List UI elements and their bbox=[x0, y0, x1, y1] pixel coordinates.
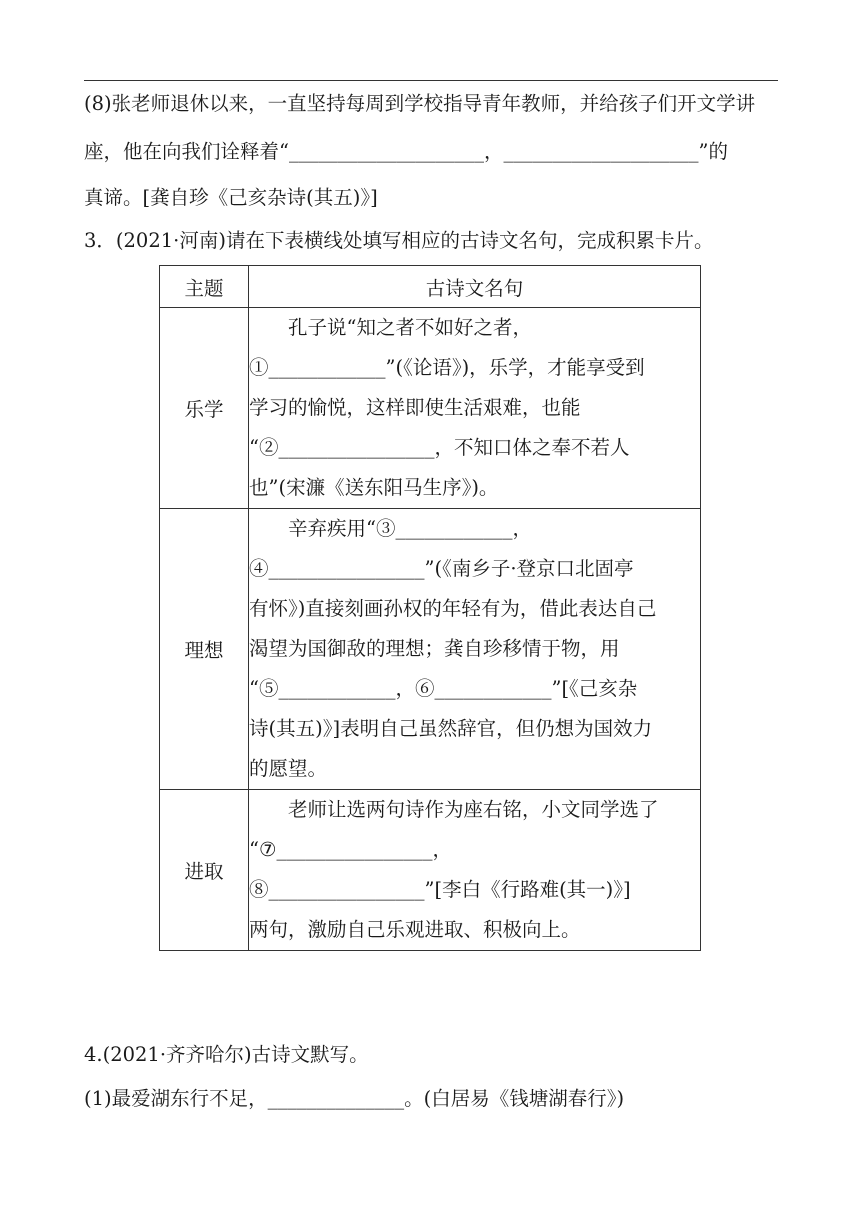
header-topic: 主题 bbox=[160, 266, 249, 308]
content-line: 孔子说“知之者不如好之者， bbox=[288, 316, 532, 339]
topic-cell: 进取 bbox=[160, 790, 249, 951]
content-line: “⑤____________，⑥____________”[《己亥杂 bbox=[249, 677, 638, 700]
content-cell bbox=[249, 509, 701, 790]
table-row bbox=[160, 308, 701, 509]
q4-prompt: 4.(2021·齐齐哈尔)古诗文默写。 bbox=[84, 1043, 369, 1066]
table-row bbox=[160, 509, 701, 790]
q4-item1: (1)最爱湖东行不足，______________。(白居易《钱塘湖春行》) bbox=[84, 1087, 625, 1110]
table-row bbox=[160, 790, 701, 951]
content-line: “⑦________________， bbox=[249, 838, 452, 861]
content-line: 老师让选两句诗作为座右铭，小文同学选了 bbox=[288, 798, 659, 821]
q3-prompt: 3．(2021·河南)请在下表横线处填写相应的古诗文名句，完成积累卡片。 bbox=[84, 229, 714, 252]
top-rule bbox=[84, 80, 778, 81]
topic-cell: 乐学 bbox=[160, 308, 249, 509]
content-line: 渴望为国御敌的理想；龚自珍移情于物，用 bbox=[249, 637, 620, 660]
content-cell bbox=[249, 308, 701, 509]
q2-item8-line3: 真谛。[龚自珍《己亥杂诗(其五)》] bbox=[84, 186, 378, 209]
header-quote: 古诗文名句 bbox=[249, 266, 701, 308]
content-line: “②________________，不知口体之奉不若人 bbox=[249, 436, 630, 459]
accumulation-card-table bbox=[159, 265, 701, 951]
content-line: ④________________”(《南乡子·登京口北固亭 bbox=[249, 557, 634, 580]
content-line: 辛弃疾用“③____________， bbox=[288, 517, 532, 540]
content-line: 诗(其五)》]表明自己虽然辞官，但仍想为国效力 bbox=[249, 717, 653, 740]
content-line: 也”(宋濂《送东阳马生序》)。 bbox=[249, 476, 499, 499]
content-line: ⑧________________”[李白《行路难(其一)》] bbox=[249, 878, 631, 901]
q2-item8-line1: (8)张老师退休以来，一直坚持每周到学校指导青年教师，并给孩子们开文学讲 bbox=[84, 92, 756, 115]
content-cell bbox=[249, 790, 701, 951]
q2-item8-line2: 座，他在向我们诠释着“____________________，____________________”的 bbox=[84, 140, 728, 163]
content-line: 的愿望。 bbox=[249, 757, 328, 780]
content-line: 学习的愉悦，这样即使生活艰难，也能 bbox=[249, 396, 581, 419]
content-line: 有怀》)直接刻画孙权的年轻有为，借此表达自己 bbox=[249, 597, 657, 620]
table-header-row bbox=[160, 266, 701, 308]
topic-cell: 理想 bbox=[160, 509, 249, 790]
content-line: 两句，激励自己乐观进取、积极向上。 bbox=[249, 918, 581, 941]
content-line: ①____________”(《论语》)，乐学，才能享受到 bbox=[249, 356, 645, 379]
